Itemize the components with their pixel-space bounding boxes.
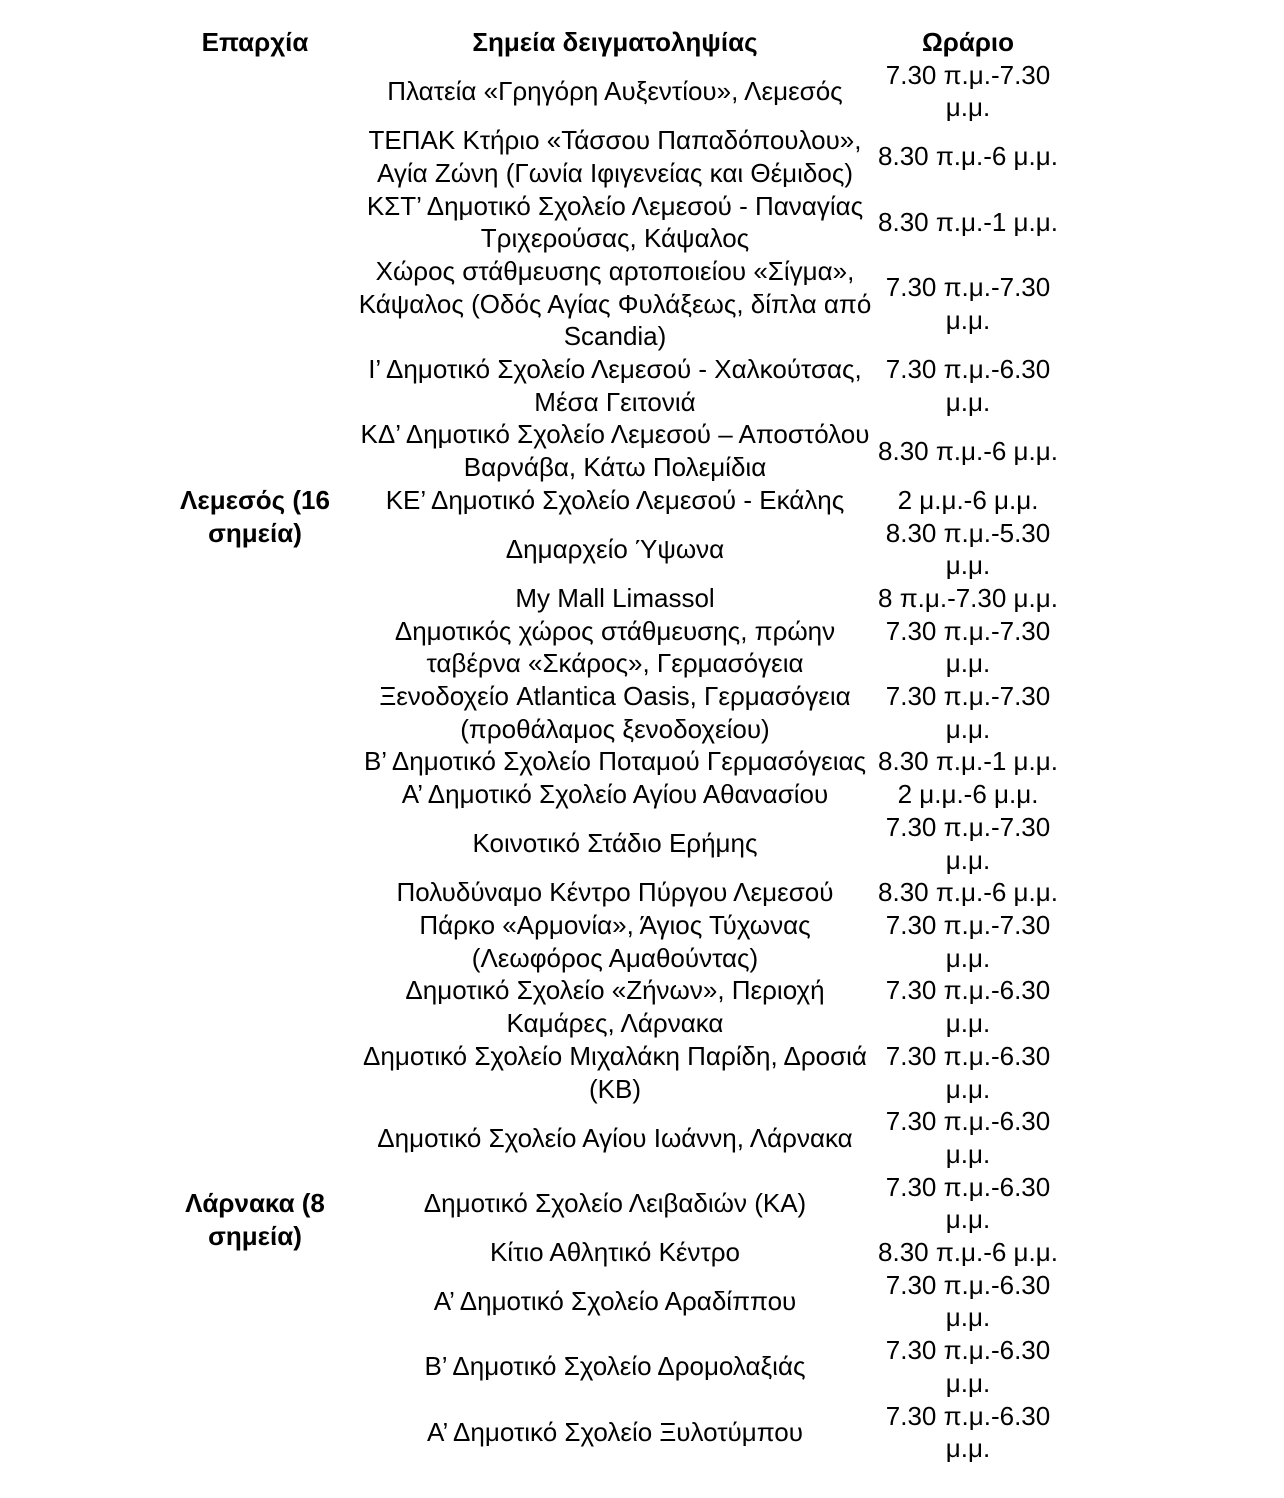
sampling-point-cell: Χώρος στάθμευσης αρτοποιείου «Σίγμα», Κάψαλος (Οδός Αγίας Φυλάξεως, δίπλα από Scandia): [358, 255, 872, 352]
header-hours: Ωράριο: [921, 27, 1015, 57]
sampling-point-cell: Δημαρχείο Ύψωνα: [505, 533, 725, 564]
sampling-point-cell: Α’ Δημοτικό Σχολείο Ξυλοτύμπου: [427, 1416, 803, 1447]
sampling-point-cell: Κοινοτικό Στάδιο Ερήμης: [472, 828, 758, 859]
hours-cell: 8.30 π.μ.-6 μ.μ.: [878, 435, 1058, 466]
hours-cell: 7.30 π.μ.-6.30 μ.μ.: [885, 975, 1051, 1039]
hours-cell: 7.30 π.μ.-7.30 μ.μ.: [885, 272, 1051, 335]
sampling-point-cell: Β’ Δημοτικό Σχολείο Ποταμού Γερμασόγειας: [363, 746, 867, 777]
hours-cell: 7.30 π.μ.-7.30 μ.μ.: [885, 615, 1051, 679]
sampling-point-cell: My Mall Limassol: [515, 582, 715, 613]
table-row: [155, 59, 1061, 124]
sampling-point-cell: ΚΣΤ’ Δημοτικό Σχολείο Λεμεσού - Παναγίας Τριχερούσας, Κάψαλος: [366, 190, 864, 254]
table-header-row: [155, 26, 1061, 59]
header-sampling-points: Σημεία δειγματοληψίας: [472, 27, 758, 57]
hours-cell: 7.30 π.μ.-6.30 μ.μ.: [885, 1171, 1051, 1235]
hours-cell: 8.30 π.μ.-5.30 μ.μ.: [885, 517, 1051, 581]
hours-cell: 8 π.μ.-7.30 μ.μ.: [878, 582, 1058, 613]
province-cell-larnaca: Λάρνακα (8 σημεία): [185, 1187, 325, 1251]
hours-cell: 8.30 π.μ.-6 μ.μ.: [878, 141, 1058, 172]
sampling-point-cell: Α’ Δημοτικό Σχολείο Αγίου Αθανασίου: [401, 779, 829, 810]
sampling-point-cell: Α’ Δημοτικό Σχολείο Αραδίππου: [433, 1286, 797, 1317]
hours-cell: 7.30 π.μ.-6.30 μ.μ.: [885, 1040, 1051, 1104]
sampling-point-cell: Ι’ Δημοτικό Σχολείο Λεμεσού - Χαλκούτσας, Μέσα Γειτονιά: [368, 354, 862, 417]
hours-cell: 7.30 π.μ.-7.30 μ.μ.: [885, 909, 1051, 973]
sampling-point-cell: Β’ Δημοτικό Σχολείο Δρομολαξιάς: [424, 1351, 806, 1382]
hours-cell: 7.30 π.μ.-6.30 μ.μ.: [885, 1269, 1051, 1333]
hours-cell: 8.30 π.μ.-6 μ.μ.: [878, 877, 1058, 908]
hours-cell: 7.30 π.μ.-6.30 μ.μ.: [885, 354, 1051, 417]
hours-cell: 8.30 π.μ.-1 μ.μ.: [878, 206, 1058, 237]
sampling-point-cell: ΚΕ’ Δημοτικό Σχολείο Λεμεσού - Εκάλης: [385, 484, 845, 515]
sampling-point-cell: Δημοτικό Σχολείο «Ζήνων», Περιοχή Καμάρες, Λάρνακα: [405, 975, 825, 1039]
sampling-point-cell: ΚΔ’ Δημοτικό Σχολείο Λεμεσού – Αποστόλου Βαρνάβα, Κάτω Πολεμίδια: [360, 419, 870, 483]
sampling-point-cell: Δημοτικό Σχολείο Λειβαδιών (ΚΑ): [423, 1187, 807, 1218]
table-row: [155, 974, 1061, 1039]
hours-cell: 7.30 π.μ.-6.30 μ.μ.: [885, 1335, 1051, 1398]
hours-cell: 7.30 π.μ.-7.30 μ.μ.: [885, 59, 1051, 123]
sampling-point-cell: Πάρκο «Αρμονία», Άγιος Τύχωνας (Λεωφόρος Αμαθούντας): [419, 909, 811, 973]
sampling-point-cell: Δημοτικό Σχολείο Μιχαλάκη Παρίδη, Δροσιά (ΚΒ): [363, 1040, 867, 1104]
province-cell-limassol: Λεμεσός (16 σημεία): [180, 484, 330, 548]
sampling-point-cell: ΤΕΠΑΚ Κτήριο «Τάσσου Παπαδόπουλου», Αγία Ζώνη (Γωνία Ιφιγενείας και Θέμιδος): [368, 125, 862, 188]
hours-cell: 2 μ.μ.-6 μ.μ.: [897, 484, 1039, 515]
sampling-point-cell: Ξενοδοχείο Atlantica Oasis, Γερμασόγεια (προθάλαμος ξενοδοχείου): [379, 681, 851, 744]
hours-cell: 7.30 π.μ.-6.30 μ.μ.: [885, 1400, 1051, 1464]
hours-cell: 7.30 π.μ.-7.30 μ.μ.: [885, 811, 1051, 875]
sampling-point-cell: Δημοτικός χώρος στάθμευσης, πρώην ταβέρνα «Σκάρος», Γερμασόγεια: [394, 615, 836, 679]
hours-cell: 7.30 π.μ.-7.30 μ.μ.: [885, 681, 1051, 744]
hours-cell: 8.30 π.μ.-1 μ.μ.: [878, 746, 1058, 777]
header-province: Επαρχία: [201, 27, 309, 57]
sampling-point-cell: Πλατεία «Γρηγόρη Αυξεντίου», Λεμεσός: [387, 76, 843, 107]
sampling-point-cell: Κίτιο Αθλητικό Κέντρο: [489, 1237, 741, 1268]
hours-cell: 8.30 π.μ.-6 μ.μ.: [878, 1237, 1058, 1268]
sampling-point-cell: Πολυδύναμο Κέντρο Πύργου Λεμεσού: [396, 877, 834, 908]
hours-cell: 2 μ.μ.-6 μ.μ.: [897, 779, 1039, 810]
sampling-point-cell: Δημοτικό Σχολείο Αγίου Ιωάννη, Λάρνακα: [377, 1122, 853, 1153]
sampling-points-table: [155, 26, 1061, 1465]
hours-cell: 7.30 π.μ.-6.30 μ.μ.: [885, 1106, 1051, 1169]
